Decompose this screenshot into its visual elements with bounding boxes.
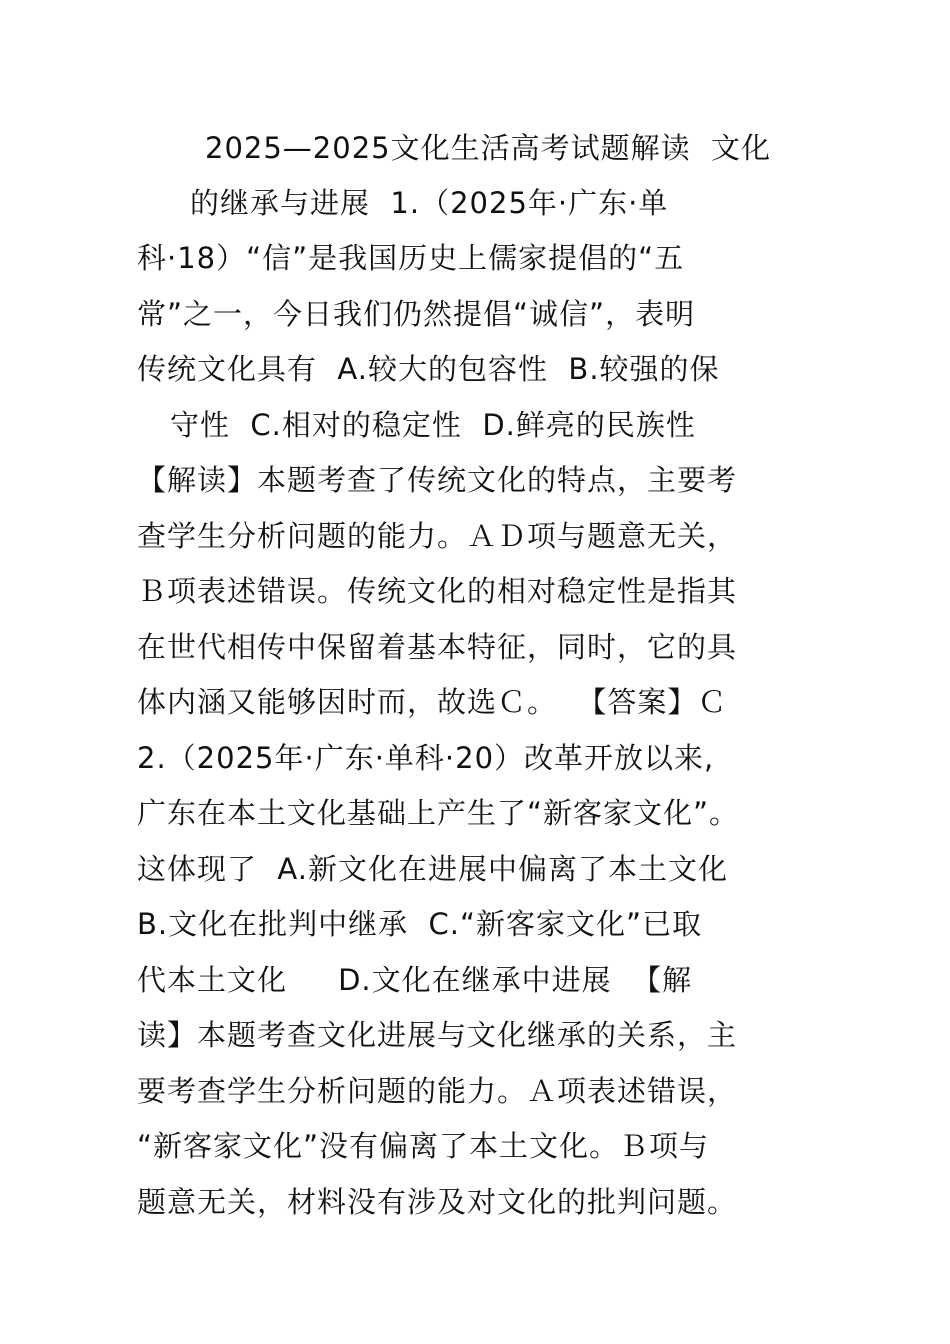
text-line: 体内涵又能够因时而，故选Ｃ。 【答案】Ｃ (137, 685, 728, 719)
text-line: 这体现了 A.新文化在进展中偏离了本土文化 (137, 852, 728, 886)
text-line: 要考查学生分析问题的能力。Ａ项表述错误， (137, 1074, 738, 1108)
text-line: 题意无关，材料没有涉及对文化的批判问题。 (137, 1185, 738, 1219)
text-line: 2.（2025年·广东·单科·20）改革开放以来, (137, 741, 715, 775)
text-line: 在世代相传中保留着基本特征，同时，它的具 (137, 630, 738, 664)
text-line: 的继承与进展 1.（2025年·广东·单 (190, 186, 669, 220)
text-line: B.文化在批判中继承 C.“新客家文化”已取 (137, 907, 703, 941)
text-line: 读】本题考查文化进展与文化继承的关系，主 (137, 1018, 738, 1052)
text-line: 广东在本土文化基础上产生了“新客家文化”。 (137, 796, 740, 830)
text-line: 代本土文化 D.文化在继承中进展 【解 (137, 963, 693, 997)
text-line: 【解读】本题考查了传统文化的特点，主要考 (137, 463, 738, 497)
text-line: 守性 C.相对的稳定性 D.鲜亮的民族性 (170, 408, 696, 442)
text-line: “新客家文化”没有偏离了本土文化。Ｂ项与 (137, 1129, 710, 1163)
text-line: 2025—2025文化生活高考试题解读 文化 (205, 131, 772, 165)
text-line: 传统文化具有 A.较大的包容性 B.较强的保 (137, 352, 720, 386)
text-line: 查学生分析问题的能力。ＡＤ项与题意无关， (137, 519, 738, 553)
text-line: 科·18）“信”是我国历史上儒家提倡的“五 (137, 241, 685, 275)
text-line: Ｂ项表述错误。传统文化的相对稳定性是指其 (137, 574, 738, 608)
text-line: 常”之一，今日我们仍然提倡“诚信”，表明 (137, 297, 696, 331)
